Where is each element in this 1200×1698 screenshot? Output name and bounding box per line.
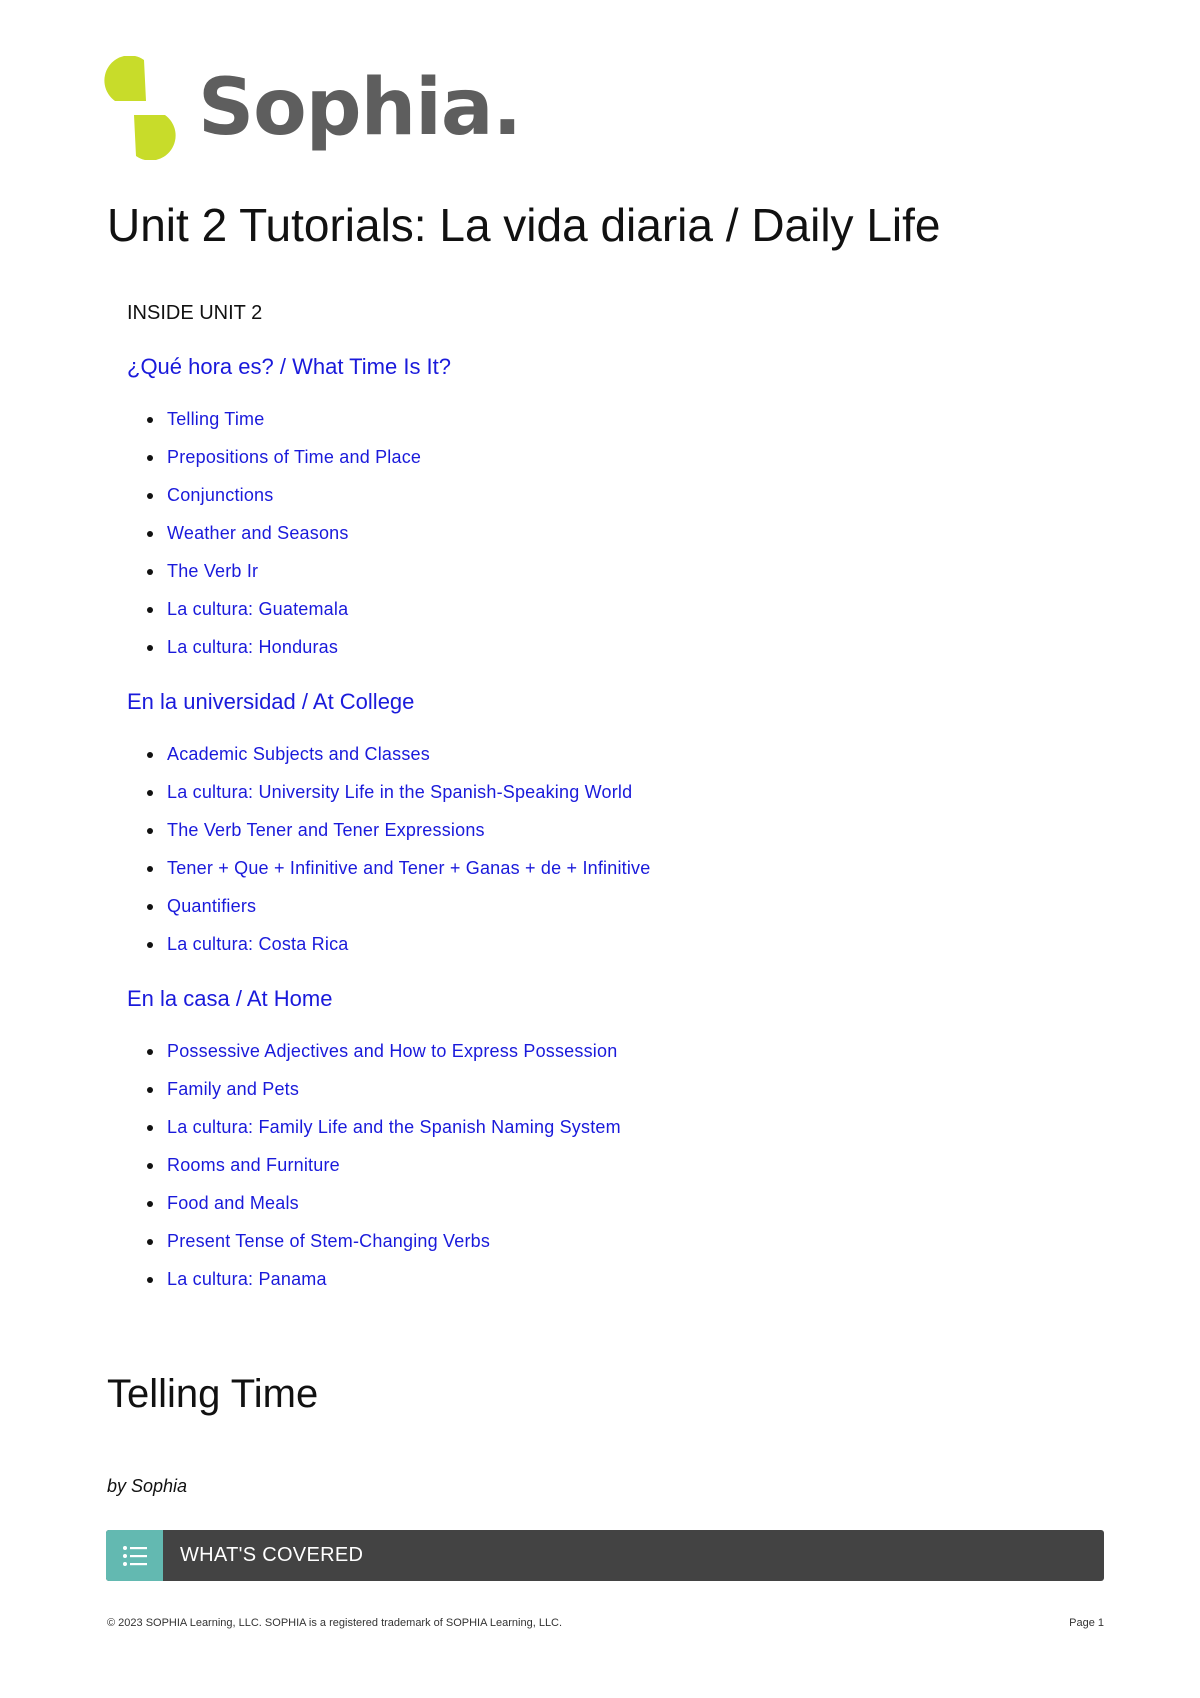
topic-link[interactable]: The Verb Tener and Tener Expressions bbox=[127, 811, 1127, 849]
logo-dot: . bbox=[492, 63, 522, 153]
topic-link[interactable]: Family and Pets bbox=[127, 1070, 1127, 1108]
sophia-logo-icon bbox=[104, 56, 176, 160]
topic-link[interactable]: Tener + Que + Infinitive and Tener + Ganas + de + Infinitive bbox=[127, 849, 1127, 887]
topic-link[interactable]: Quantifiers bbox=[127, 887, 1127, 925]
topic-link[interactable]: La cultura: Guatemala bbox=[127, 590, 1127, 628]
topic-link[interactable]: Academic Subjects and Classes bbox=[127, 735, 1127, 773]
topic-link[interactable]: Telling Time bbox=[127, 400, 1127, 438]
topic-list bbox=[127, 1032, 1127, 1298]
inside-unit-label: INSIDE UNIT 2 bbox=[127, 302, 263, 324]
section-at-college bbox=[127, 687, 1127, 963]
topic-link[interactable]: Food and Meals bbox=[127, 1184, 1127, 1222]
unit-contents bbox=[127, 352, 1127, 1298]
topic-link[interactable]: Prepositions of Time and Place bbox=[127, 438, 1127, 476]
logo-name: Sophia bbox=[198, 63, 493, 153]
section-what-time bbox=[127, 352, 1127, 666]
logo-wordmark bbox=[198, 63, 522, 153]
section-title-link[interactable]: En la universidad / At College bbox=[127, 689, 415, 714]
topic-list bbox=[127, 735, 1127, 963]
section-title-link[interactable]: En la casa / At Home bbox=[127, 986, 333, 1011]
topic-link[interactable]: The Verb Ir bbox=[127, 552, 1127, 590]
tutorial-byline: by Sophia bbox=[107, 1476, 188, 1496]
topic-link[interactable]: La cultura: Honduras bbox=[127, 628, 1127, 666]
topic-link[interactable]: Weather and Seasons bbox=[127, 514, 1127, 552]
list-icon bbox=[122, 1545, 148, 1567]
sophia-logo bbox=[104, 56, 521, 160]
tutorial-title: Telling Time bbox=[107, 1372, 319, 1416]
topic-link[interactable]: Rooms and Furniture bbox=[127, 1146, 1127, 1184]
topic-list bbox=[127, 400, 1127, 666]
unit-title: Unit 2 Tutorials: La vida diaria / Daily Life bbox=[107, 199, 941, 251]
whats-covered-bar bbox=[106, 1530, 1104, 1581]
topic-link[interactable]: La cultura: University Life in the Spanish-Speaking World bbox=[127, 773, 1127, 811]
topic-link[interactable]: La cultura: Costa Rica bbox=[127, 925, 1127, 963]
footer-page-number: Page 1 bbox=[1069, 1617, 1104, 1629]
section-title-link[interactable]: ¿Qué hora es? / What Time Is It? bbox=[127, 354, 452, 379]
whats-covered-icon-box bbox=[106, 1530, 163, 1581]
topic-link[interactable]: Possessive Adjectives and How to Express Possession bbox=[127, 1032, 1127, 1070]
topic-link[interactable]: Present Tense of Stem-Changing Verbs bbox=[127, 1222, 1127, 1260]
section-at-home bbox=[127, 984, 1127, 1298]
topic-link[interactable]: Conjunctions bbox=[127, 476, 1127, 514]
footer-copyright: © 2023 SOPHIA Learning, LLC. SOPHIA is a registered trademark of SOPHIA Learning, LLC. bbox=[107, 1617, 563, 1629]
whats-covered-label: WHAT'S COVERED bbox=[180, 1544, 364, 1566]
topic-link[interactable]: La cultura: Family Life and the Spanish Naming System bbox=[127, 1108, 1127, 1146]
topic-link[interactable]: La cultura: Panama bbox=[127, 1260, 1127, 1298]
